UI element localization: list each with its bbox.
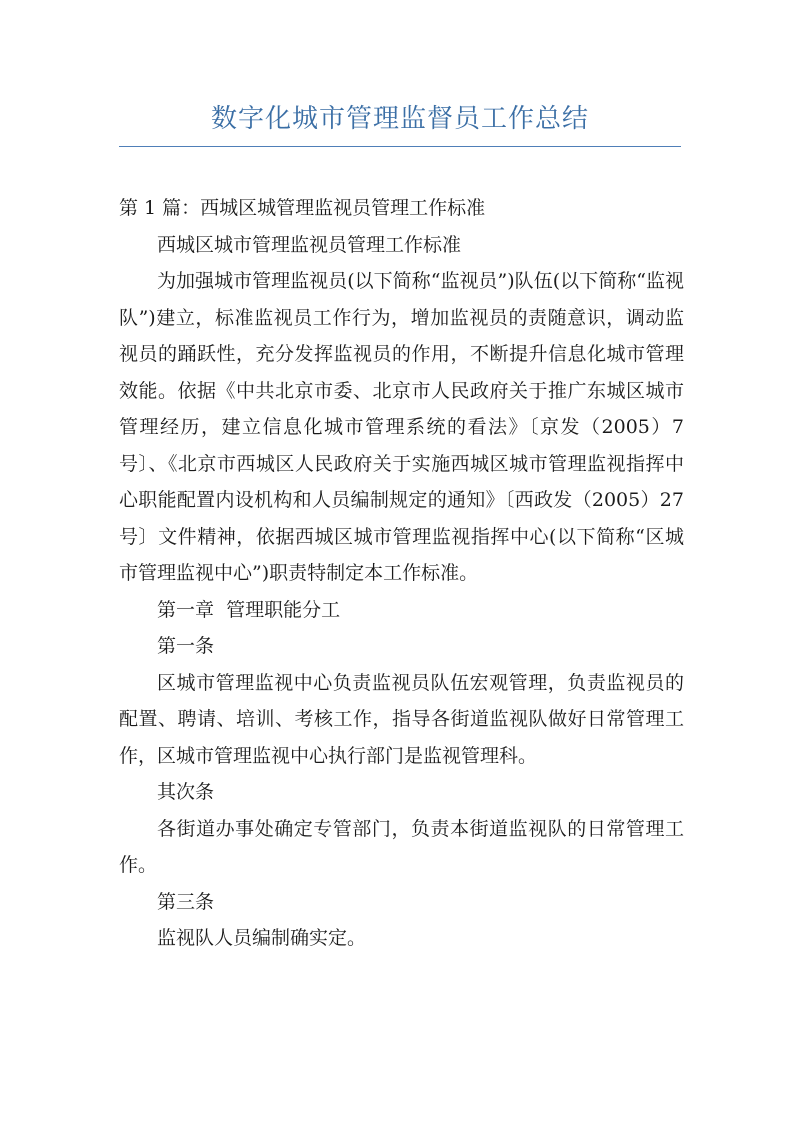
section-heading: 第 1 篇：西城区城管理监视员管理工作标准 xyxy=(119,197,486,219)
document-body xyxy=(119,190,684,957)
article-2-title: 其次条 xyxy=(157,781,215,803)
intro-paragraph: 为加强城市管理监视员(以下简称“监视员”)队伍(以下简称“监视队”)建立，标准监视员工作行为，增加监视员的责随意识，调动监视员的踊跃性，充分发挥监视员的作用，不断提升信息化城市管理效能。依据《中共北京市委、北京市人民政府关于推广东城区城市管理经历，建立信息化城市管理系统的看法》〔京发（2005）7 号〕、《北京市西城区人民政府关于实施西城区城市管理监视指挥中心职能配置内设机构和人员编制规定的通知》〔西政发（2005）27 号〕文件精神，依据西城区城市管理监视指挥中心(以下简称“区城市管理监视中心”)职责特制定本工作标准。 xyxy=(119,270,684,584)
article-1-body: 区城市管理监视中心负责监视员队伍宏观管理，负责监视员的配置、聘请、培训、考核工作，指导各街道监视队做好日常管理工作，区城市管理监视中心执行部门是监视管理科。 xyxy=(119,671,684,767)
article-3-title: 第三条 xyxy=(157,890,215,913)
chapter-heading: 第一章 管理职能分工 xyxy=(157,598,341,621)
title-divider xyxy=(119,146,681,147)
article-2-body: 各街道办事处确定专管部门，负责本街道监视队的日常管理工作。 xyxy=(119,817,684,876)
document-subtitle: 西城区城市管理监视员管理工作标准 xyxy=(157,233,462,256)
document-title: 数字化城市管理监督员工作总结 xyxy=(210,104,589,134)
article-1-title: 第一条 xyxy=(157,635,215,657)
article-3-body: 监视队人员编制确实定。 xyxy=(157,927,367,949)
